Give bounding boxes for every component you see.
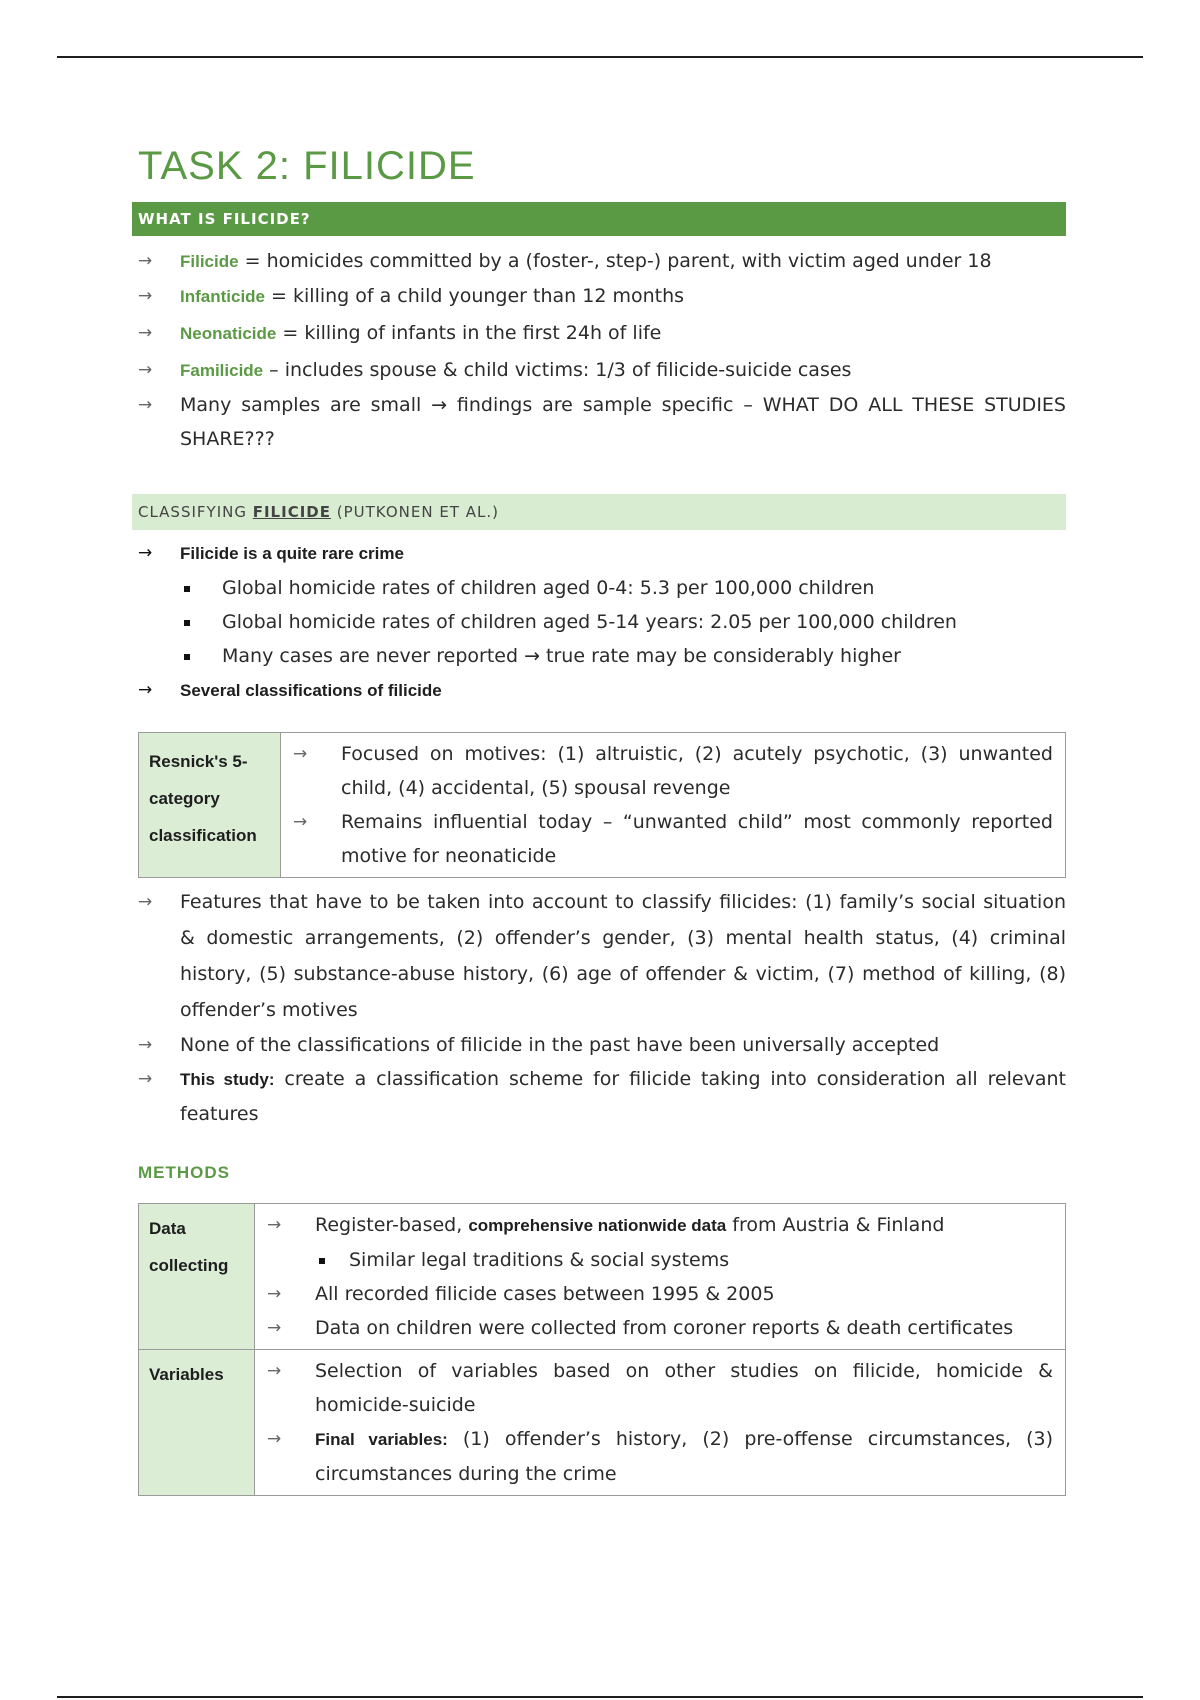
document-page	[138, 138, 1066, 1496]
bullet-item	[138, 639, 1066, 673]
methods-table	[138, 1203, 1066, 1496]
point-text: Several classifications of filicide	[180, 681, 442, 700]
bullet-icon	[184, 654, 190, 660]
table-row	[139, 1204, 1065, 1350]
section-heading-what-is-filicide: WHAT IS FILICIDE?	[132, 202, 1066, 236]
bullet-item	[267, 1243, 1053, 1277]
definition-text: = killing of a child younger than 12 months	[265, 285, 685, 307]
bullet-icon	[184, 586, 190, 592]
list-text: (1) offender’s history, (2) pre-offense circumstances, (3) circumstances during the crime	[315, 1428, 1053, 1485]
arrow-icon: →	[267, 1361, 282, 1381]
arrow-icon: →	[138, 1035, 153, 1055]
bullet-text: Many cases are never reported → true rate may be considerably higher	[222, 645, 901, 667]
arrow-icon: →	[293, 812, 308, 832]
list-item	[138, 279, 1066, 314]
term: Filicide	[180, 252, 239, 271]
list-text: create a classification scheme for filicide taking into consideration all relevant features	[180, 1068, 1066, 1125]
list-text: All recorded filicide cases between 1995 & 2005	[315, 1283, 775, 1305]
list-item	[267, 1277, 1053, 1311]
list-item	[138, 1062, 1066, 1131]
bullet-text: Global homicide rates of children aged 0-4: 5.3 per 100,000 children	[222, 577, 875, 599]
term: Neonaticide	[180, 324, 277, 343]
bullet-item	[138, 605, 1066, 639]
arrow-icon: →	[138, 680, 153, 700]
term: Infanticide	[180, 287, 266, 306]
list-text: Register-based,	[315, 1214, 469, 1236]
heading-underlined: FILICIDE	[252, 503, 331, 521]
definition-text: = killing of infants in the first 24h of life	[276, 322, 662, 344]
list-item	[267, 1311, 1053, 1345]
list-item	[267, 1208, 1053, 1243]
list-text: from Austria & Finland	[726, 1214, 945, 1236]
bullet-text: Global homicide rates of children aged 5-14 years: 2.05 per 100,000 children	[222, 611, 957, 633]
arrow-icon: →	[267, 1284, 282, 1304]
arrow-icon: →	[138, 323, 153, 343]
list-text: Features that have to be taken into account to classify filicides: (1) family’s social situation & domestic arrangements, (2) offender’s gender, (3) mental health status, (4) criminal history, (5) substance-abuse history, (6) age of offender & victim, (7) method of killing, (8) offender’s motives	[180, 891, 1066, 1021]
arrow-icon: →	[267, 1318, 282, 1338]
list-text: Data on children were collected from coroner reports & death certificates	[315, 1317, 1014, 1339]
definition-text: = homicides committed by a (foster-, step-) parent, with victim aged under 18	[238, 250, 992, 272]
arrow-icon: →	[138, 892, 153, 912]
list-item	[138, 316, 1066, 351]
arrow-icon: →	[267, 1429, 282, 1449]
table-label: Data collecting	[139, 1204, 255, 1349]
term: Familicide	[180, 361, 264, 380]
table-row	[139, 1350, 1065, 1495]
bottom-rule	[57, 1696, 1143, 1698]
bold-text: Final variables:	[315, 1430, 448, 1449]
bullet-icon	[319, 1258, 325, 1264]
point-text: Filicide is a quite rare crime	[180, 544, 404, 563]
list-item	[138, 884, 1066, 1028]
arrow-icon: →	[267, 1215, 282, 1235]
table-label: Variables	[139, 1350, 255, 1495]
heading-text: (PUTKONEN ET AL.)	[331, 503, 499, 521]
arrow-icon: →	[138, 1069, 153, 1089]
table-content	[281, 733, 1065, 877]
table-content	[255, 1204, 1065, 1349]
study-label: This study:	[180, 1070, 275, 1089]
list-item	[138, 353, 1066, 388]
arrow-icon: →	[138, 251, 153, 271]
arrow-icon: →	[138, 395, 153, 415]
list-item	[138, 244, 1066, 279]
arrow-icon: →	[138, 286, 153, 306]
list-item	[293, 737, 1053, 805]
definition-text: – includes spouse & child victims: 1/3 of filicide-suicide cases	[263, 359, 852, 381]
list-item	[138, 536, 1066, 571]
resnick-table	[138, 732, 1066, 878]
top-rule	[57, 56, 1143, 58]
list-text: None of the classifications of filicide in the past have been universally accepted	[180, 1034, 940, 1056]
arrow-icon: →	[138, 360, 153, 380]
methods-heading: METHODS	[138, 1163, 230, 1182]
list-text: Many samples are small → findings are sample specific – WHAT DO ALL THESE STUDIES SHARE???	[180, 394, 1066, 450]
list-item	[293, 805, 1053, 873]
classifying-list	[138, 536, 1066, 708]
table-label: Resnick's 5-category classification	[139, 733, 281, 877]
list-text: Focused on motives: (1) altruistic, (2) acutely psychotic, (3) unwanted child, (4) accidental, (5) spousal revenge	[341, 743, 1053, 799]
features-list	[138, 884, 1066, 1131]
definitions-list	[138, 244, 1066, 456]
table-content	[255, 1350, 1065, 1495]
list-item	[138, 388, 1066, 456]
heading-text: CLASSIFYING	[138, 503, 253, 521]
bullet-item	[138, 571, 1066, 605]
list-item	[267, 1422, 1053, 1491]
page-title: TASK 2: FILICIDE	[138, 144, 476, 188]
arrow-icon: →	[138, 543, 153, 563]
list-item	[267, 1354, 1053, 1422]
list-text: Remains influential today – “unwanted child” most commonly reported motive for neonaticide	[341, 811, 1053, 867]
section-heading-classifying	[132, 494, 1066, 530]
bullet-icon	[184, 620, 190, 626]
list-item	[138, 673, 1066, 708]
list-text: Selection of variables based on other studies on filicide, homicide & homicide-suicide	[315, 1360, 1053, 1416]
arrow-icon: →	[293, 744, 308, 764]
bullet-text: Similar legal traditions & social systems	[349, 1249, 730, 1271]
bold-text: comprehensive nationwide data	[468, 1216, 727, 1235]
list-item	[138, 1028, 1066, 1062]
